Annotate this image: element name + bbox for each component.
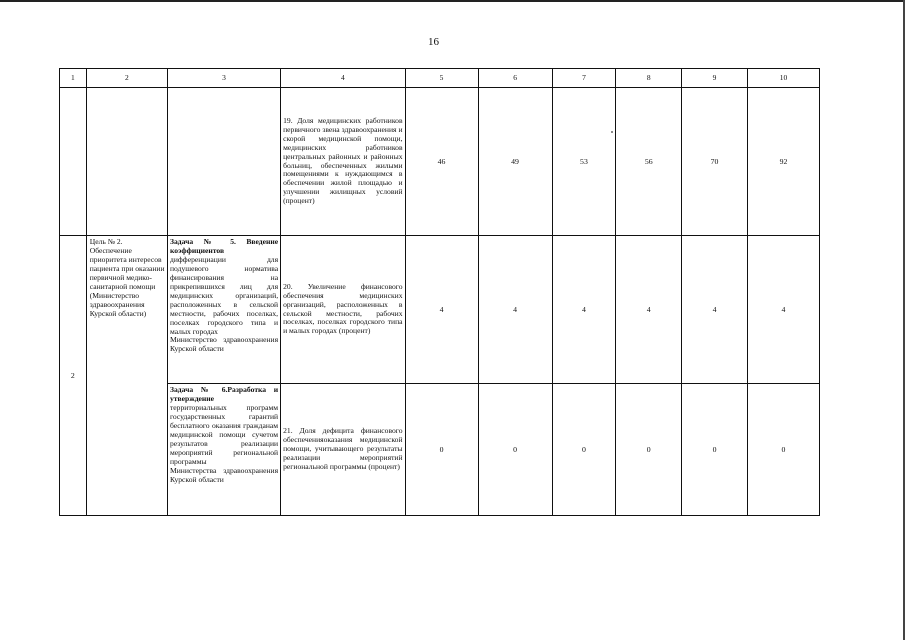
value-cell: 4	[552, 236, 616, 384]
indicator-20-text: 20. Увеличение финансового обеспечения медицинских организаций, расположенных в сельской местности, рабочих поселках, поселках городского типа и малых городах (процент)	[281, 236, 405, 384]
value-cell: 0	[682, 384, 748, 516]
value-cell: 92	[747, 88, 819, 236]
table-row-indicator-19	[60, 88, 820, 236]
column-header: 8	[616, 69, 682, 88]
task-5-body: дифференциации для подушевого норматива финансирования на прикрепившихся лиц для медицинских организаций, расположенных в сельской местности, рабочих поселках, поселках городского типа и малых городах	[169, 254, 279, 336]
program-table	[59, 68, 820, 516]
task-5-title: Задача № 5. Введение коэффициентов	[169, 237, 279, 255]
table-header-row	[60, 69, 820, 88]
column-header: 3	[167, 69, 280, 88]
value-cell: 0	[747, 384, 819, 516]
table-row-goal-2-task-6	[60, 384, 820, 516]
value-cell: 0	[616, 384, 682, 516]
column-header: 6	[478, 69, 552, 88]
task-5-ministry: Министерство здравоохранения Курской области	[169, 335, 279, 354]
empty-cell	[60, 88, 87, 236]
column-header: 4	[281, 69, 405, 88]
value-cell: 0	[552, 384, 616, 516]
scan-edge-top	[0, 0, 905, 2]
goal-2-text: Цель № 2. Обеспечение приоритета интересов пациента при оказании первичной медико-санитарной помощи (Министерство здравоохранения Курской области)	[86, 236, 167, 516]
empty-cell	[86, 88, 167, 236]
column-header: 7	[552, 69, 616, 88]
task-5-cell	[167, 236, 280, 384]
value-cell: 0	[478, 384, 552, 516]
value-cell: 0	[405, 384, 478, 516]
task-6-title: Задача № 6.Разработка и утверждение	[169, 385, 279, 403]
task-6-body: территориальных программ государственных гарантий бесплатного оказания гражданам медицинской помощи сучетом результатов реализации мероприятий региональной программы	[169, 402, 279, 466]
page-number: 16	[428, 36, 439, 48]
value-cell: 4	[747, 236, 819, 384]
empty-cell	[167, 88, 280, 236]
indicator-21-text: 21. Доля дефицита финансового обеспеченияоказания медицинской помощи, учитывающего результаты реализации мероприятий региональной программы (процент)	[281, 384, 405, 516]
column-header: 2	[86, 69, 167, 88]
column-header: 10	[747, 69, 819, 88]
column-header: 5	[405, 69, 478, 88]
value-cell: 49	[478, 88, 552, 236]
value-cell: 53	[552, 88, 616, 236]
value-cell: 46	[405, 88, 478, 236]
value-cell: 4	[405, 236, 478, 384]
column-header: 9	[682, 69, 748, 88]
task-6-cell	[167, 384, 280, 516]
value-cell: 4	[616, 236, 682, 384]
indicator-19-text: 19. Доля медицинских работников первичного звена здравоохранения и скорой медицинской помощи, медицинских работников центральных районных и районных больниц, обеспеченных жилыми помещениями к нуждающимся в обеспечении жилой площадью и улучшении жилищных условий (процент)	[281, 88, 405, 236]
table-row-goal-2-task-5	[60, 236, 820, 384]
task-6-ministry: Министерства здравоохранения Курской области	[169, 465, 279, 484]
row-number: 2	[60, 236, 87, 516]
value-cell: 4	[478, 236, 552, 384]
column-header: 1	[60, 69, 87, 88]
value-cell: 56	[616, 88, 682, 236]
value-cell: 70	[682, 88, 748, 236]
value-cell: 4	[682, 236, 748, 384]
